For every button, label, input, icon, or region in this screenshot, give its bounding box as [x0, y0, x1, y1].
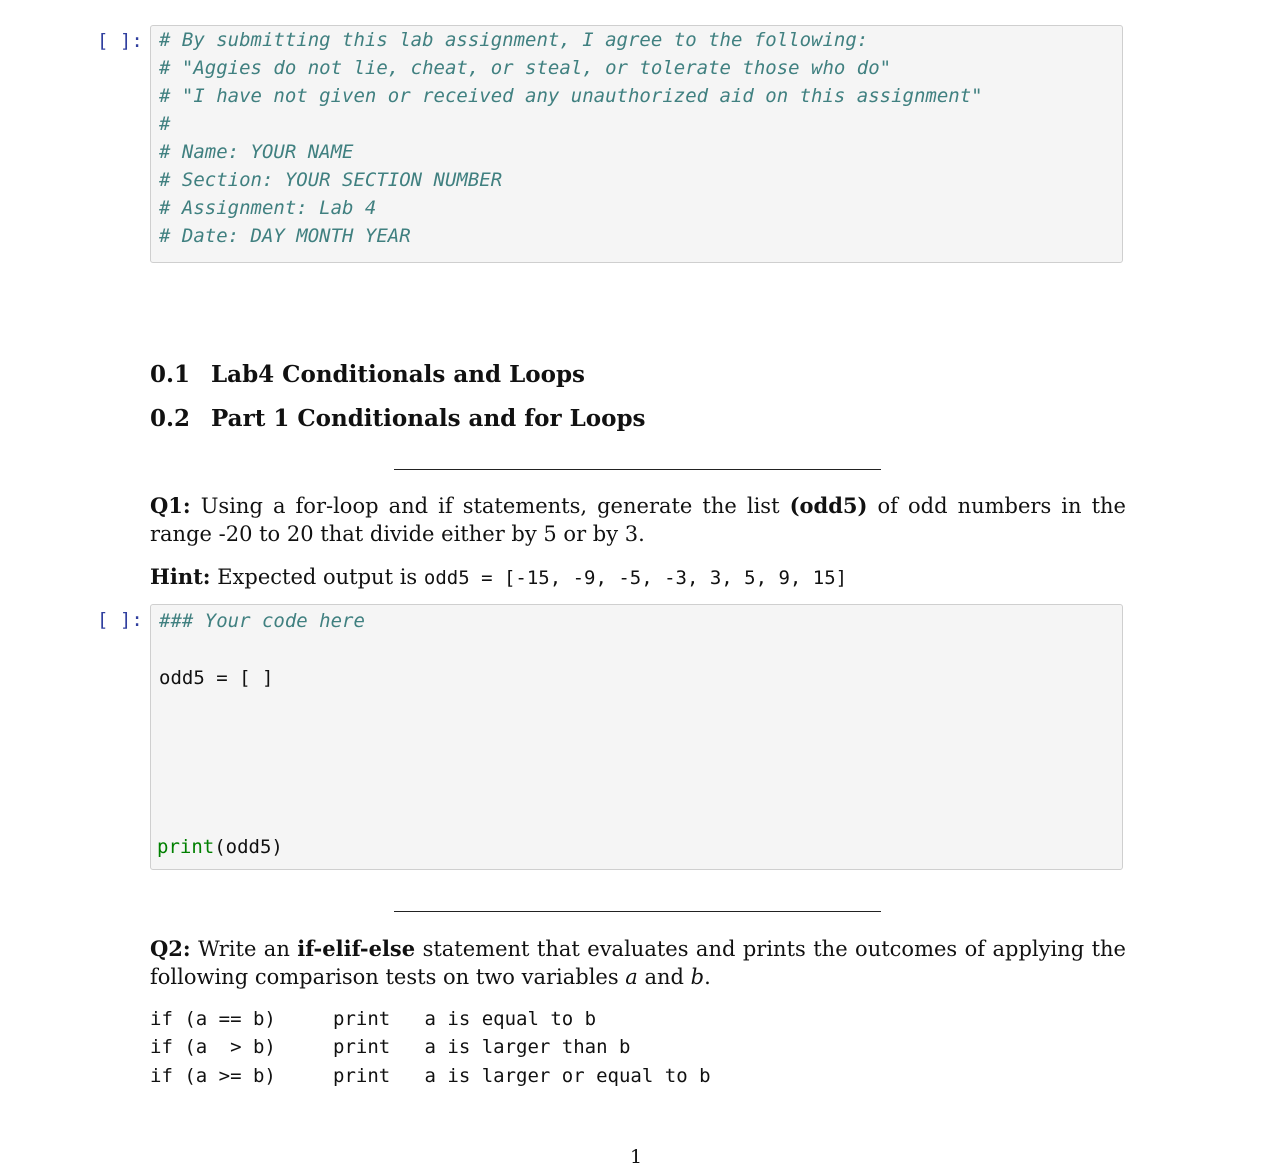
- q2-text: Write an: [190, 937, 298, 961]
- code-line: # Name: YOUR NAME: [159, 141, 354, 163]
- print-arg: (odd5): [214, 836, 283, 858]
- heading-number: 0.2: [150, 405, 191, 432]
- code-line: # "I have not given or received any unauthorized aid on this assignment": [159, 85, 983, 107]
- comparison-line: if (a > b) print a is larger than b: [150, 1036, 631, 1058]
- code-line: # By submitting this lab assignment, I agree to the following:: [159, 29, 869, 51]
- hint-label: Hint:: [150, 564, 211, 589]
- q2-text: and: [637, 965, 691, 989]
- hint-text: Expected output is: [210, 565, 424, 589]
- comparison-line: if (a == b) print a is equal to b: [150, 1008, 597, 1030]
- q1-hint: [150, 563, 1126, 592]
- q1-text: Using a for-loop and if statements, generate the list: [190, 494, 790, 518]
- cell-1-prompt: [ ]:: [97, 30, 143, 52]
- horizontal-rule: [394, 911, 881, 912]
- heading-title: Part 1 Conditionals and for Loops: [211, 405, 646, 432]
- comparison-line: if (a >= b) print a is larger or equal to b: [150, 1065, 711, 1087]
- q2-bold-term: if-elif-else: [297, 936, 416, 961]
- q2-question: [150, 935, 1126, 991]
- code-cell-2[interactable]: [150, 604, 1123, 870]
- page-number: 1: [630, 1146, 643, 1168]
- code-line: # Section: YOUR SECTION NUMBER: [159, 169, 503, 191]
- heading-title: Lab4 Conditionals and Loops: [211, 361, 585, 388]
- heading-number: 0.1: [150, 361, 191, 388]
- q2-label: Q2:: [150, 936, 191, 961]
- section-heading-0-1: [150, 361, 585, 388]
- code-print: [157, 836, 283, 858]
- section-heading-0-2: [150, 405, 646, 432]
- q1-label: Q1:: [150, 493, 191, 518]
- code-line: # Assignment: Lab 4: [159, 197, 377, 219]
- hint-code: odd5 = [-15, -9, -5, -3, 3, 5, 9, 15]: [423, 567, 848, 589]
- code-line: # "Aggies do not lie, cheat, or steal, or tolerate those who do": [159, 57, 892, 79]
- var-b: b: [690, 965, 705, 989]
- code-line: # Date: DAY MONTH YEAR: [159, 225, 411, 247]
- code-assign: odd5 = [ ]: [159, 667, 274, 689]
- print-builtin: print: [157, 836, 215, 858]
- q2-text: .: [704, 965, 711, 989]
- q2-text: statement that evaluates and prints the outcomes of applying the following comparison tests on two variables: [150, 937, 1126, 989]
- code-comment: ### Your code here: [159, 610, 365, 632]
- cell-2-prompt: [ ]:: [97, 609, 143, 631]
- q1-bold-term: (odd5): [789, 493, 868, 518]
- q1-question: [150, 492, 1126, 548]
- code-cell-1[interactable]: [150, 25, 1123, 263]
- var-a: a: [625, 965, 638, 989]
- q1-text: of odd numbers in the range -20 to 20 that divide either by 5 or by 3.: [150, 494, 1126, 546]
- code-line: #: [159, 113, 171, 135]
- horizontal-rule: [394, 469, 881, 470]
